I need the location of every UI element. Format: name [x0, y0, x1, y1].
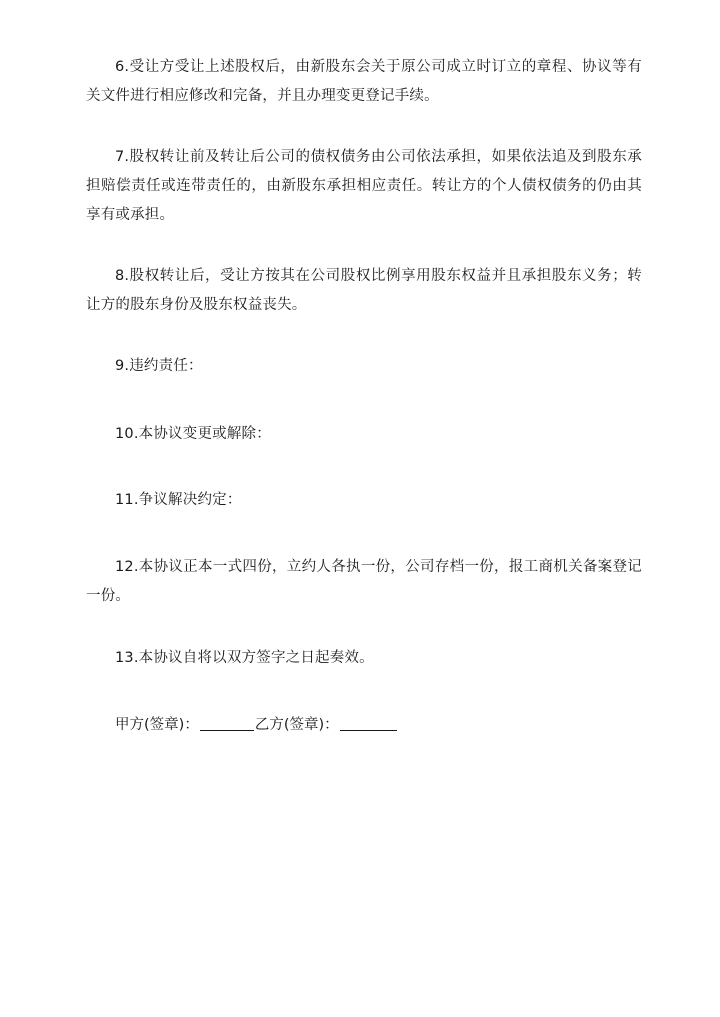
- party-a-label: 甲方(签章)：: [115, 717, 199, 733]
- signature-line: [86, 711, 642, 740]
- clause-8: 8.股权转让后，受让方按其在公司股权比例享用股东权益并且承担股东义务；转让方的股东身份及股东权益丧失。: [86, 268, 642, 313]
- clause-9: 9.违约责任：: [115, 358, 203, 374]
- party-a-signature-blank: [200, 714, 254, 731]
- party-b-label: 乙方(签章)：: [254, 717, 339, 733]
- party-b-signature-blank: [340, 714, 397, 731]
- clause-12: 12.本协议正本一式四份，立约人各执一份，公司存档一份，报工商机关备案登记一份。: [86, 559, 642, 604]
- clause-7: 7.股权转让前及转让后公司的债权债务由公司依法承担，如果依法追及到股东承担赔偿责任或连带责任的，由新股东承担相应责任。转让方的个人债权债务的仍由其享有或承担。: [86, 149, 642, 223]
- clause-6: 6.受让方受让上述股权后，由新股东会关于原公司成立时订立的章程、协议等有关文件进行相应修改和完备，并且办理变更登记手续。: [86, 59, 642, 104]
- clause-10: 10.本协议变更或解除：: [115, 426, 271, 442]
- clause-11: 11.争议解决约定：: [115, 492, 242, 508]
- clause-13: 13.本协议自将以双方签字之日起奏效。: [115, 650, 374, 666]
